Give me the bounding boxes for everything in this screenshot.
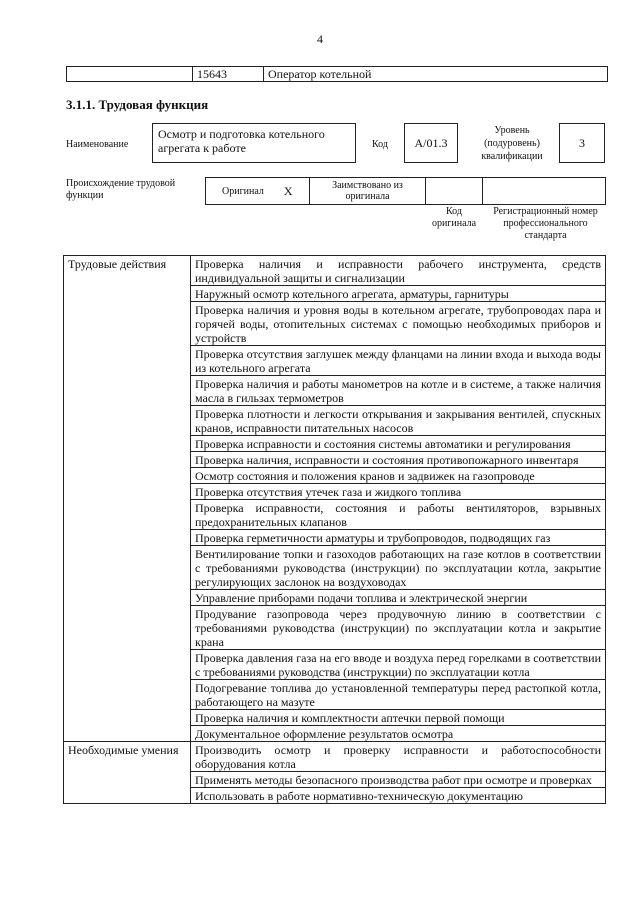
function-details-table bbox=[63, 255, 606, 804]
labor-actions-item: Проверка исправности и состояния системы автоматики и регулирования bbox=[191, 436, 606, 452]
labor-actions-item: Наружный осмотр котельного агрегата, арматуры, гарнитуры bbox=[191, 286, 606, 302]
code-label: Код bbox=[372, 139, 388, 150]
function-code-box: A/01.3 bbox=[404, 123, 458, 163]
skills-item: Применять методы безопасного производства работ при осмотре и проверках bbox=[191, 772, 606, 788]
labor-actions-item: Вентилирование топки и газоходов работающих на газе котлов в соответствии с требованиями руководства (инструкции) по эксплуатации котла, закрытие регулирующих заслонок на воздуховодах bbox=[191, 546, 606, 590]
borrowed-label: Заимствовано из оригинала bbox=[310, 178, 426, 204]
labor-actions-item: Проверка плотности и легкости открывания и закрывания вентилей, спускных кранов, исправности питательных насосов bbox=[191, 406, 606, 436]
labor-actions-item: Проверка наличия и уровня воды в котельном агрегате, трубопроводах пара и горячей воды, отопительных системах с помощью необходимых приборов и устройств bbox=[191, 302, 606, 346]
labor-actions-item: Документальное оформление результатов осмотра bbox=[191, 726, 606, 742]
page-number: 4 bbox=[317, 32, 323, 46]
occupation-code-row bbox=[66, 66, 608, 82]
code-original-cell bbox=[426, 178, 483, 204]
labor-actions-item: Проверка наличия и работы манометров на котле и в системе, а также наличия масла в гильзах термометров bbox=[191, 376, 606, 406]
labor-actions-item: Проверка отсутствия утечек газа и жидкого топлива bbox=[191, 484, 606, 500]
labor-actions-item: Проверка исправности, состояния и работы вентиляторов, взрывных предохранительных клапанов bbox=[191, 500, 606, 530]
labor-actions-item: Проверка наличия и комплектности аптечки первой помощи bbox=[191, 710, 606, 726]
labor-actions-item: Осмотр состояния и положения кранов и задвижек на газопроводе bbox=[191, 468, 606, 484]
level-box: 3 bbox=[559, 123, 605, 163]
code-row-empty-cell bbox=[67, 67, 193, 81]
labor-actions-item: Продувание газопровода через продувочную линию в соответствии с требованиями руководства (инструкции) по эксплуатации котла и закрытие крана bbox=[191, 606, 606, 650]
labor-actions-item: Управление приборами подачи топлива и электрической энергии bbox=[191, 590, 606, 606]
labor-actions-item: Проверка наличия, исправности и состояния противопожарного инвентаря bbox=[191, 452, 606, 468]
original-label: Оригинал bbox=[222, 185, 264, 197]
table-row bbox=[64, 742, 606, 772]
table-row bbox=[64, 256, 606, 286]
origin-box bbox=[205, 177, 606, 205]
labor-actions-item: Проверка наличия и исправности рабочего инструмента, средств индивидуальной защиты и сигнализации bbox=[191, 256, 606, 286]
occupation-title: Оператор котельной bbox=[268, 67, 372, 81]
reg-number-cell bbox=[483, 178, 605, 204]
labor-actions-item: Проверка отсутствия заглушек между фланцами на линии входа и выхода воды из котельного агрегата bbox=[191, 346, 606, 376]
skills-label: Необходимые умения bbox=[64, 742, 191, 804]
labor-actions-item: Проверка давления газа на его вводе и воздуха перед горелками в соответствии с требованиями руководства (инструкции) по эксплуатации котла bbox=[191, 650, 606, 680]
skills-item: Использовать в работе нормативно-техническую документацию bbox=[191, 788, 606, 804]
skills-item: Производить осмотр и проверку исправности и работоспособности оборудования котла bbox=[191, 742, 606, 772]
occupation-code: 15643 bbox=[193, 67, 264, 81]
labor-actions-item: Подогревание топлива до установленной температуры перед растопкой котла, работающего на мазуте bbox=[191, 680, 606, 710]
code-original-label: Код оригинала bbox=[431, 206, 477, 229]
section-title: 3.1.1. Трудовая функция bbox=[66, 97, 209, 112]
original-mark: X bbox=[283, 183, 293, 198]
name-label: Наименование bbox=[66, 139, 129, 150]
level-label: Уровень (подуровень) квалификации bbox=[481, 125, 543, 162]
labor-actions-item: Проверка герметичности арматуры и трубопроводов, подводящих газ bbox=[191, 530, 606, 546]
reg-number-label: Регистрационный номер профессионального стандарта bbox=[493, 206, 598, 241]
labor-actions-label: Трудовые действия bbox=[64, 256, 191, 742]
origin-label: Происхождение трудовой функции bbox=[66, 178, 176, 201]
origin-original-cell bbox=[206, 178, 310, 204]
function-name-box: Осмотр и подготовка котельного агрегата к работе bbox=[152, 123, 356, 163]
